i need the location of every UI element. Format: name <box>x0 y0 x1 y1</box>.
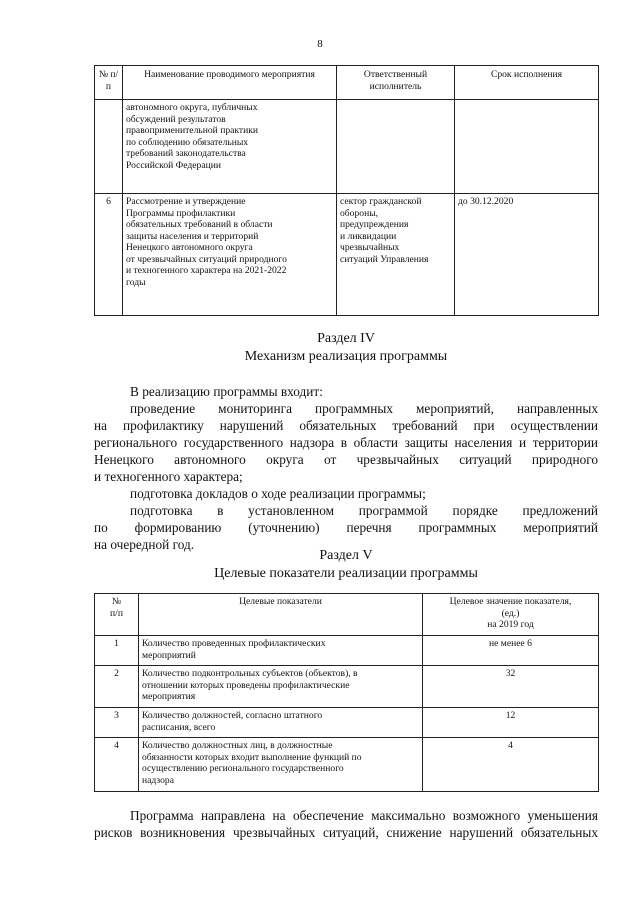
header-value-line: Целевое значение показателя, <box>449 596 572 607</box>
row-indicator <box>139 636 423 666</box>
header-value-line: на 2019 год <box>487 619 534 630</box>
name-line: и техногенного характера на 2021-2022 <box>126 265 287 276</box>
responsible-line: предупреждения <box>340 219 409 230</box>
table-row <box>95 636 599 666</box>
measures-table-header <box>95 66 599 100</box>
section5-title: Раздел V <box>319 548 373 563</box>
name-line: по соблюдению обязательных <box>126 136 249 148</box>
row-num: 4 <box>95 738 139 792</box>
name-line: обязательных требований в области <box>126 219 273 230</box>
row-value: 32 <box>423 666 599 708</box>
table-row <box>95 194 599 316</box>
paragraph-line: и техногенного характера; <box>94 469 243 484</box>
indicator-line: расписания, всего <box>142 721 216 733</box>
paragraph-line: проведение мониторинга программных мероприятий, направленных <box>130 401 598 416</box>
name-line: защиты населения и территорий <box>126 230 259 242</box>
row-indicator <box>139 666 423 708</box>
header-num-line: п/п <box>110 607 123 619</box>
header-value <box>423 594 599 636</box>
paragraph-line: подготовка в установленном программой порядке предложений <box>130 503 598 518</box>
name-line: автономного округа, публичных <box>126 102 258 113</box>
name-line: Программы профилактики <box>126 207 236 219</box>
header-name: Наименование проводимого мероприятия <box>123 66 337 100</box>
row-indicator <box>139 738 423 792</box>
row-value: 4 <box>423 738 599 792</box>
responsible-line: обороны, <box>340 207 379 219</box>
responsible-line: чрезвычайных <box>340 242 400 253</box>
indicators-table-header <box>95 594 599 636</box>
closing-line: рисков возникновения чрезвычайных ситуаций, снижение нарушений обязательных <box>94 825 598 840</box>
name-line: обсуждений результатов <box>126 113 226 125</box>
row-num: 3 <box>95 708 139 738</box>
table-row <box>95 100 599 194</box>
table-row <box>95 666 599 708</box>
row-num: 2 <box>95 666 139 708</box>
paragraph-line: регионального государственного надзора в области защиты населения и территории <box>94 435 598 450</box>
indicators-table <box>94 593 599 792</box>
indicator-line: Количество должностных лиц, в должностные <box>142 740 333 751</box>
paragraph-line: по формированию (уточнению) перечня программных мероприятий <box>94 520 598 535</box>
responsible-line: ситуаций Управления <box>340 253 429 265</box>
header-num: № п/п <box>95 66 123 100</box>
row-num <box>95 100 123 194</box>
indicator-line: обязанности которых входит выполнение функций по <box>142 751 362 763</box>
responsible-line: сектор гражданской <box>340 196 422 207</box>
name-line: Российской Федерации <box>126 159 221 171</box>
table-row <box>95 708 599 738</box>
paragraph-line: В реализацию программы входит: <box>130 384 323 399</box>
header-value-line: (ед.) <box>501 607 520 619</box>
indicator-line: Количество проведенных профилактических <box>142 638 326 649</box>
row-value: не менее 6 <box>423 636 599 666</box>
paragraph-line: Ненецкого автономного округа от чрезвычайных ситуаций природного <box>94 452 598 467</box>
header-indicator: Целевые показатели <box>139 594 423 636</box>
row-responsible <box>337 100 455 194</box>
indicator-line: Количество подконтрольных субъектов (объектов), в <box>142 668 358 679</box>
row-name <box>123 194 337 316</box>
indicator-line: отношении которых проведены профилактические <box>142 679 350 691</box>
indicator-line: надзора <box>142 774 174 786</box>
name-line: годы <box>126 276 146 288</box>
section4-title: Раздел IV <box>317 331 375 346</box>
paragraph-line: на профилактику нарушений обязательных требований при осуществлении <box>94 418 598 433</box>
header-responsible: Ответственный исполнитель <box>337 66 455 100</box>
name-line: Ненецкого автономного округа <box>126 242 253 253</box>
name-line: правоприменительной практики <box>126 125 259 136</box>
table-row <box>95 738 599 792</box>
header-num-line: № <box>111 596 122 607</box>
row-num: 1 <box>95 636 139 666</box>
section4-subtitle: Механизм реализация программы <box>244 349 448 364</box>
row-deadline <box>455 100 599 194</box>
indicator-line: Количество должностей, согласно штатного <box>142 710 323 721</box>
indicator-line: мероприятий <box>142 649 196 661</box>
row-indicator <box>139 708 423 738</box>
section5-subtitle: Целевые показатели реализации программы <box>214 566 478 581</box>
name-line: от чрезвычайных ситуаций природного <box>126 253 287 265</box>
row-name <box>123 100 337 194</box>
page-number: 8 <box>317 38 323 50</box>
header-deadline: Срок исполнения <box>455 66 599 100</box>
responsible-line: и ликвидации <box>340 230 397 242</box>
name-line: требований законодательства <box>126 148 246 159</box>
row-deadline: до 30.12.2020 <box>455 194 599 316</box>
row-num: 6 <box>95 194 123 316</box>
measures-table <box>94 65 599 316</box>
name-line: Рассмотрение и утверждение <box>126 196 246 207</box>
row-responsible <box>337 194 455 316</box>
closing-line: Программа направлена на обеспечение максимально возможного уменьшения <box>130 808 598 823</box>
row-value: 12 <box>423 708 599 738</box>
indicator-line: мероприятия <box>142 691 196 702</box>
indicator-line: осуществлению регионального государственного <box>142 763 344 774</box>
paragraph-line: подготовка докладов о ходе реализации программы; <box>130 486 426 501</box>
header-num <box>95 594 139 636</box>
paragraph-line: на очередной год. <box>94 537 195 552</box>
